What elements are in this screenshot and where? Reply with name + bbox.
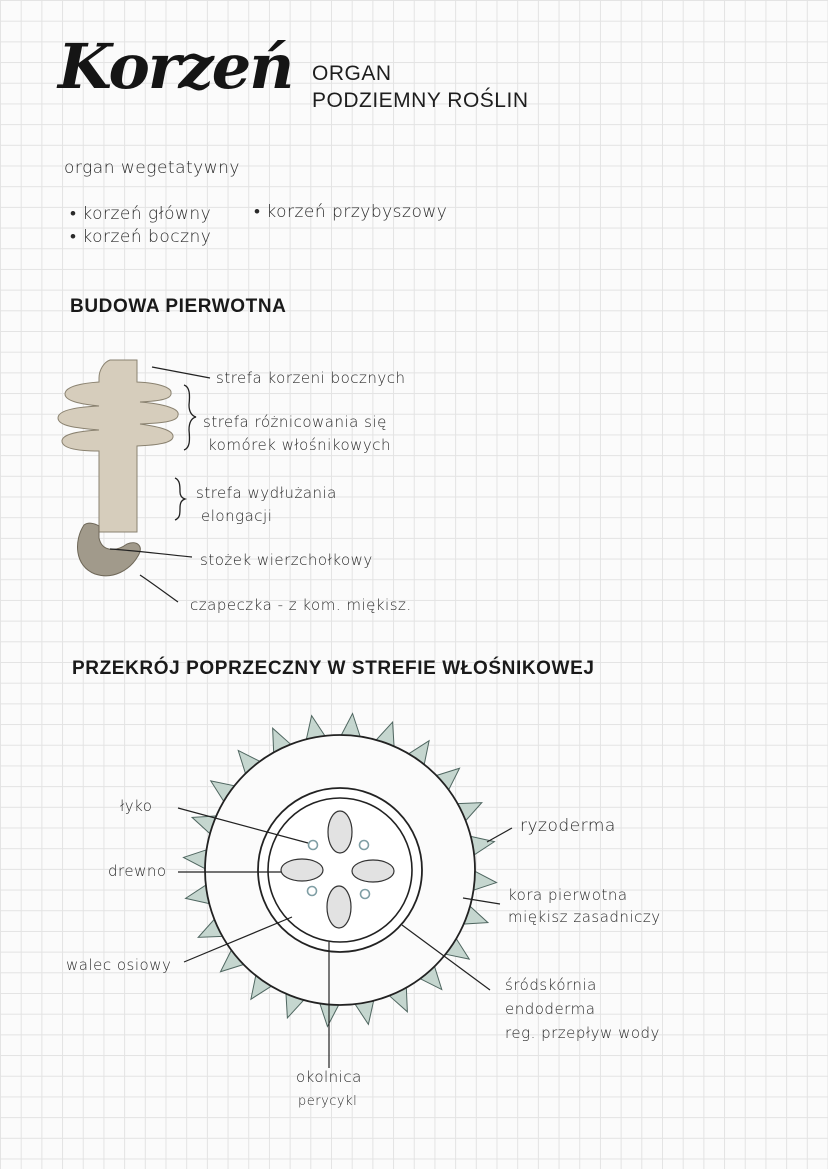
label-elongation-2: elongacji xyxy=(201,507,273,525)
label-cortex-2: miękisz zasadniczy xyxy=(508,908,661,926)
root-type-adventitious: • korzeń przybyszowy xyxy=(254,202,447,222)
label-root-cap: czapeczka - z kom. miękisz. xyxy=(190,596,412,614)
xylem-right xyxy=(352,860,394,882)
root-hair xyxy=(184,850,207,869)
label-xylem: drewno xyxy=(108,862,167,880)
phloem-1 xyxy=(309,841,318,850)
label-elongation-1: strefa wydłużania xyxy=(196,484,337,502)
label-stele: walec osiowy xyxy=(66,956,172,974)
subtitle-line-2: PODZIEMNY ROŚLIN xyxy=(312,89,529,112)
phloem-4 xyxy=(361,890,370,899)
label-phloem: łyko xyxy=(120,797,153,815)
phloem-3 xyxy=(308,887,317,896)
label-endodermis-1: śródskórnia xyxy=(505,976,597,994)
label-endodermis-2: endoderma xyxy=(505,1000,596,1018)
root-type-lateral: • korzeń boczny xyxy=(70,227,211,247)
label-differentiation-2: komórek włośnikowych xyxy=(208,436,392,454)
label-cortex-1: kora pierwotna xyxy=(508,886,628,904)
label-pericycle-2: perycykl xyxy=(298,1094,358,1109)
root-type-main: • korzeń główny xyxy=(70,204,211,224)
label-rhizodermis: ryzoderma xyxy=(520,816,616,836)
section-heading-primary-structure: BUDOWA PIERWOTNA xyxy=(70,296,287,317)
label-endodermis-3: reg. przepływ wody xyxy=(505,1024,660,1042)
subtitle-line-1: ORGAN xyxy=(312,62,392,85)
label-lateral-roots: strefa korzeni bocznych xyxy=(216,369,406,387)
section-heading-cross-section: PRZEKRÓJ POPRZECZNY W STREFIE WŁOŚNIKOWEJ xyxy=(72,658,595,679)
phloem-2 xyxy=(360,841,369,850)
leader-rhizodermis xyxy=(487,828,512,842)
page-title: Korzeń xyxy=(58,30,293,103)
xylem-left xyxy=(281,859,323,881)
label-pericycle-1: okolnica xyxy=(296,1068,362,1086)
intro-label: organ wegetatywny xyxy=(64,158,240,178)
label-apex: stożek wierzchołkowy xyxy=(200,551,373,569)
xylem-top xyxy=(328,811,352,853)
root-hair xyxy=(341,714,360,737)
xylem-bottom xyxy=(327,886,351,928)
root-hair xyxy=(473,871,496,890)
label-differentiation-1: strefa różnicowania się xyxy=(203,413,387,431)
